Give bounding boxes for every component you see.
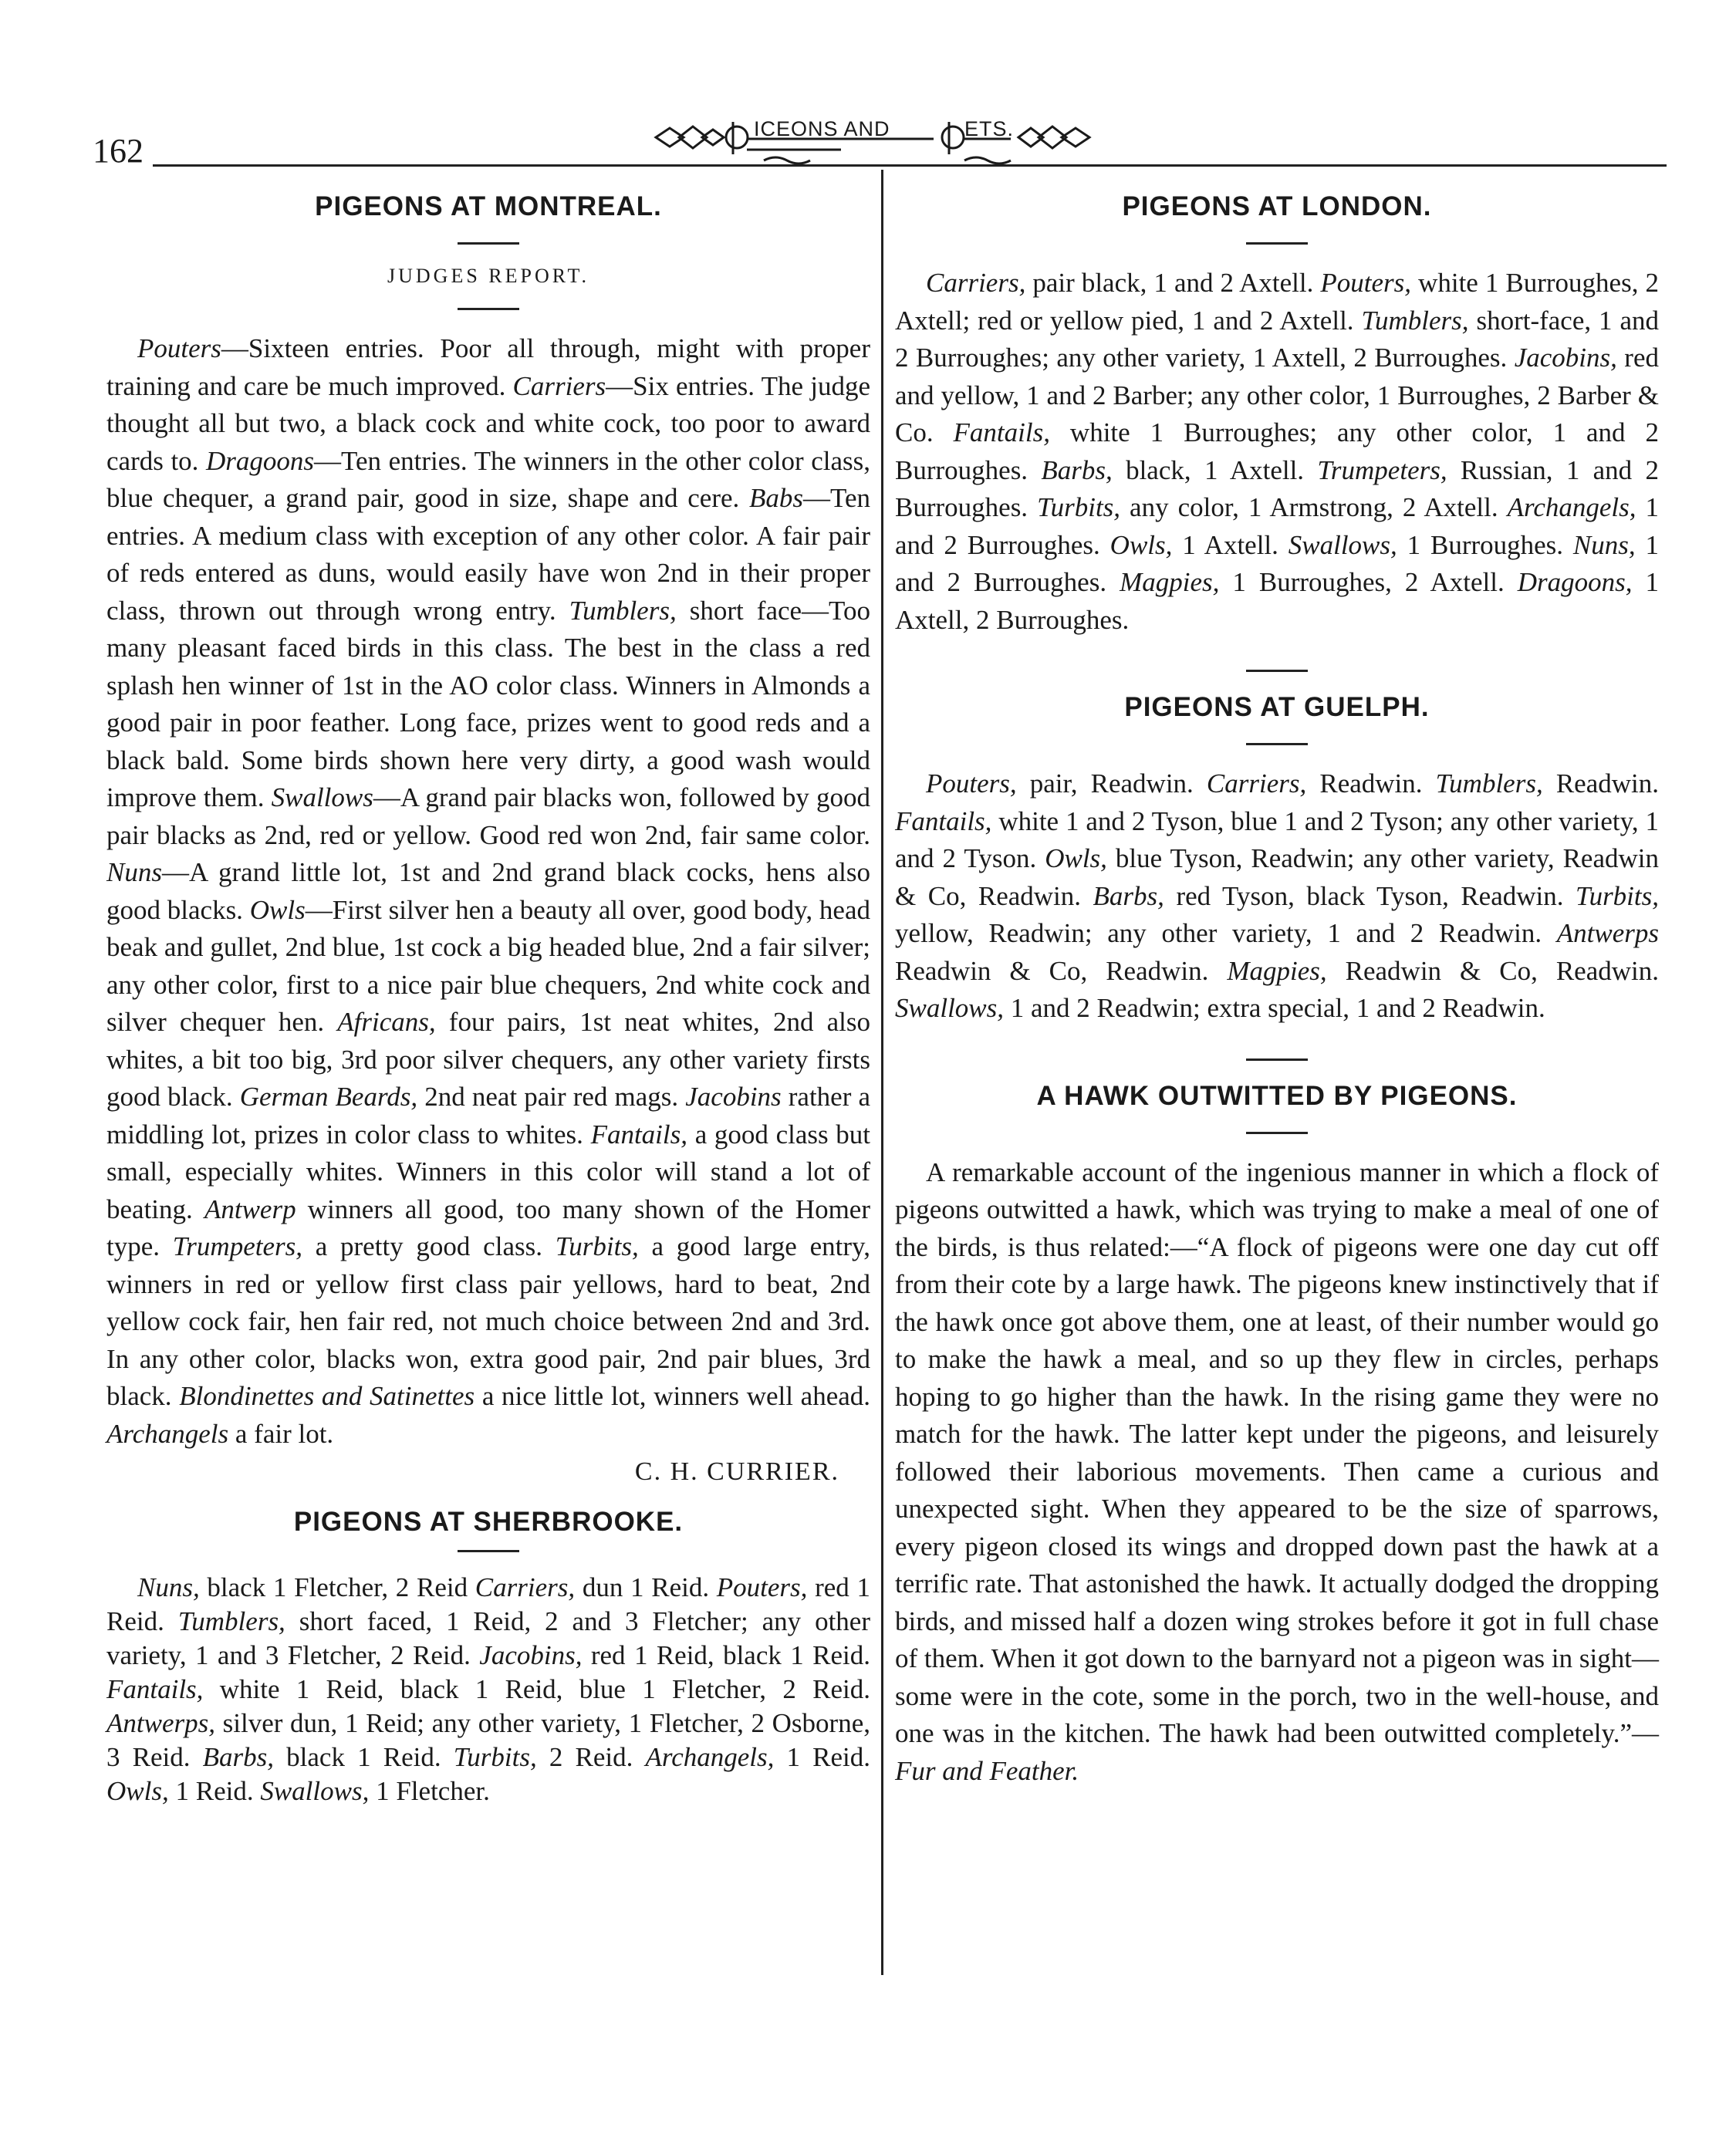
text-run: —Ten entries. A medium class with exception of any other color. A fair pair of reds entered as duns, would easily have won 2nd in their proper class, thrown out through wrong entry. [106, 483, 870, 626]
breed-name: Fantails, [106, 1674, 204, 1704]
text-run: rather a middling lot, prizes in color class to whites. [106, 1082, 870, 1150]
montreal-report-text [106, 330, 870, 1453]
guelph-section [895, 670, 1659, 1028]
breed-name: Pouters, [926, 768, 1017, 799]
text-run: a good class but small, especially whites. Winners in this color will stand a lot of beating. [106, 1119, 870, 1224]
section-rule [458, 1550, 519, 1552]
breed-name: Archangels [106, 1418, 229, 1449]
breed-name: Fantails, [895, 805, 992, 836]
breed-name: Trumpeters, [1317, 454, 1447, 485]
breed-name: Tumblers, [1435, 768, 1543, 799]
breed-name: Fantails, [953, 417, 1050, 447]
section-rule [1246, 1058, 1308, 1061]
section-rule [1246, 743, 1308, 745]
text-run: black, 1 Axtell. [1112, 454, 1318, 485]
section-rule [1246, 1132, 1308, 1134]
breed-name: Swallows, [260, 1776, 370, 1806]
right-column [895, 179, 1659, 1790]
text-run: yellow, Readwin; any other variety, 1 and 2 Readwin. [895, 918, 1557, 948]
section-rule [458, 242, 519, 245]
section-rule [458, 308, 519, 310]
text-run: 1 Burroughes. [1397, 529, 1573, 560]
breed-name: German Beards, [239, 1082, 418, 1112]
text-run: a nice little lot, winners well ahead. [475, 1381, 871, 1411]
breed-name: Owls [249, 894, 306, 925]
column-divider [881, 170, 883, 1975]
text-run: 1 Burroughes, 2 Axtell. [1219, 567, 1518, 597]
breed-name: Antwerps, [106, 1708, 215, 1738]
text-run: A remarkable account of the ingenious manner in which a flock of pigeons outwitted a hawk, which was trying to make a meal of one of the birds, is thus related:—“A flock of pigeons were one day cut off from their cote by a large hawk. The pigeons knew instinctively that if the hawk once got above them, one at least, of their number would go to make the hawk a meal, and so up they flew in circles, perhaps hoping to go higher than the hawk. In the rising game they were no match for the hawk. The latter kept under the pigeons, and leisurely followed their laborious movements. Then came a curious and unexpected sight. When they appeared to be the size of sparrows, every pigeon closed its wings and dropped down past the hawk at a terrific rate. That astonished the hawk. It actually dodged the dropping birds, and missed half a dozen wing strokes before it got in full chase of them. When it got down to the barnyard not a pigeon was in sight—some were in the cote, some in the porch, two in the well-house, and one was in the kitchen. The hawk had been outwitted completely.”— [895, 1156, 1659, 1748]
text-run: —A grand little lot, 1st and 2nd grand black cocks, hens also good blacks. [106, 857, 870, 925]
text-run: 1 Reid. [168, 1776, 261, 1806]
text-run: red 1 Reid, black 1 Reid. [582, 1640, 870, 1670]
svg-text:ETS.: ETS. [964, 117, 1015, 140]
text-run: a fair lot. [228, 1418, 334, 1449]
judges-report-subheading: JUDGES REPORT. [387, 265, 589, 287]
text-run: white 1 Burroughes, 2 Axtell; red or yellow pied, 1 and 2 Axtell. [895, 268, 1659, 336]
text-run: a pretty good class. [302, 1231, 556, 1261]
svg-text:ICEONS AND: ICEONS AND [754, 117, 890, 140]
breed-name: Tumblers, [177, 1606, 285, 1636]
breed-name: Carriers, [1206, 768, 1307, 799]
left-column [106, 179, 870, 1808]
breed-name: Magpies, [1227, 955, 1327, 986]
text-run: dun 1 Reid. [575, 1572, 717, 1602]
breed-name: Antwerp [204, 1194, 296, 1224]
breed-name: Babs [749, 483, 804, 513]
text-run: 1 and 2 Burroughes. [895, 492, 1659, 560]
text-run: Russian, 1 and 2 Burroughes. [895, 454, 1659, 522]
breed-name: Swallows, [895, 993, 1005, 1023]
text-run: pair black, 1 and 2 Axtell. [1025, 268, 1321, 298]
text-run: white 1 Burroughes; any other color, 1 and 2 Burroughes. [895, 417, 1659, 485]
breed-name: Barbs, [1093, 880, 1164, 911]
breed-name: Owls, [1045, 843, 1107, 873]
breed-name: Turbits, [555, 1231, 639, 1261]
text-run: Readwin. [1542, 768, 1659, 799]
text-run: black 1 Reid. [274, 1742, 454, 1772]
text-run: red 1 Reid. [106, 1572, 870, 1636]
breed-name: Pouters, [716, 1572, 808, 1602]
breed-name: Dragoons [206, 445, 315, 476]
breed-name: Carriers [512, 370, 606, 401]
breed-name: Carriers, [926, 268, 1026, 298]
breed-name: Owls, [106, 1776, 169, 1806]
breed-name: Barbs, [1041, 454, 1113, 485]
text-run: a good large entry, winners in red or yellow first class pair yellows, hard to beat, 2nd yellow cock fair, hen fair red, not much choice between 2nd and 3rd. In any other color, blacks won, extra good pair, 2nd pair blues, 3rd black. [106, 1231, 870, 1411]
sherbrooke-section [106, 1507, 870, 1808]
breed-name: Tumblers, [569, 595, 677, 626]
text-run: —First silver hen a beauty all over, good body, head beak and gullet, 2nd blue, 1st cock a big headed blue, 2nd a fair silver; any other color, first to a nice pair blue chequers, 2nd white cock and silver chequer hen. [106, 894, 870, 1037]
text-run: Readwin & Co, Readwin. [1326, 955, 1659, 986]
breed-name: Fur and Feather. [895, 1755, 1079, 1786]
text-run: —Sixteen entries. Poor all through, might with proper training and care be much improved. [106, 333, 870, 401]
text-run: short-face, 1 and 2 Burroughes; any other variety, 1 Axtell, 2 Burroughes. [895, 305, 1660, 373]
breed-name: Trumpeters, [172, 1231, 302, 1261]
header-rule [153, 164, 1667, 167]
section-rule [1246, 242, 1308, 245]
guelph-results-text [895, 765, 1659, 1028]
text-run: any color, 1 Armstrong, 2 Axtell. [1120, 492, 1508, 522]
breed-name: Antwerps [1556, 918, 1659, 948]
breed-name: Barbs, [202, 1742, 275, 1772]
text-run: 1 Axtell, 2 Burroughes. [895, 567, 1659, 635]
breed-name: Africans, [337, 1007, 436, 1037]
text-run: —A grand pair blacks won, followed by good pair blacks as 2nd, red or yellow. Good red won 2nd, fair same color. [106, 782, 870, 850]
signature: C. H. CURRIER. [634, 1457, 839, 1486]
breed-name: Archangels, [645, 1742, 775, 1772]
text-run: short faced, 1 Reid, 2 and 3 Fletcher; any other variety, 1 and 3 Fletcher, 2 Reid. [106, 1606, 870, 1670]
hawk-story-text [895, 1154, 1659, 1791]
text-run: —Six entries. The judge thought all but two, a black cock and white cock, too poor to award cards to. [106, 370, 870, 476]
breed-name: Archangels, [1507, 492, 1636, 522]
section-title: PIGEONS AT SHERBROOKE. [293, 1507, 684, 1537]
breed-name: Tumblers, [1361, 305, 1469, 336]
breed-name: Turbits, [1037, 492, 1121, 522]
breed-name: Dragoons, [1517, 567, 1633, 597]
breed-name: Jacobins, [479, 1640, 583, 1670]
text-run: 2nd neat pair red mags. [417, 1082, 686, 1112]
breed-name: Swallows [271, 782, 373, 812]
breed-name: Jacobins [685, 1082, 782, 1112]
breed-name: Blondinettes and Satinettes [179, 1381, 475, 1411]
text-run: 1 Axtell. [1172, 529, 1288, 560]
text-run: silver dun, 1 Reid; any other variety, 1 Fletcher, 2 Osborne, 3 Reid. [106, 1708, 870, 1772]
text-run: four pairs, 1st neat whites, 2nd also whites, a bit too big, 3rd poor silver chequers, any other variety firsts good black. [106, 1007, 870, 1112]
section-title: PIGEONS AT LONDON. [1122, 191, 1432, 221]
breed-name: Nuns, [1572, 529, 1636, 560]
page-number: 162 [93, 132, 144, 170]
text-run: white 1 and 2 Tyson, blue 1 and 2 Tyson; any other variety, 1 and 2 Tyson. [895, 805, 1659, 873]
text-run: Readwin. [1306, 768, 1436, 799]
text-run: white 1 Reid, black 1 Reid, blue 1 Fletcher, 2 Reid. [203, 1674, 870, 1704]
text-run: 1 and 2 Readwin; extra special, 1 and 2 Readwin. [1004, 993, 1545, 1023]
text-run: 1 Reid. [774, 1742, 871, 1772]
text-run: winners all good, too many shown of the Homer type. [106, 1194, 870, 1261]
text-run: 1 Fletcher. [369, 1776, 490, 1806]
breed-name: Swallows, [1288, 529, 1397, 560]
breed-name: Fantails, [590, 1119, 688, 1150]
section-title: A HAWK OUTWITTED BY PIGEONS. [1036, 1080, 1518, 1111]
breed-name: Pouters, [1320, 268, 1412, 298]
breed-name: Turbits, [1576, 880, 1660, 911]
breed-name: Turbits, [453, 1742, 537, 1772]
section-title: PIGEONS AT GUELPH. [1124, 692, 1430, 722]
breed-name: Carriers, [475, 1572, 576, 1602]
text-run: Readwin & Co, Readwin. [895, 955, 1228, 986]
hawk-section [895, 1058, 1659, 1791]
section-rule [1246, 670, 1308, 672]
breed-name: Magpies, [1120, 567, 1220, 597]
breed-name: Nuns, [137, 1572, 200, 1602]
text-run: pair, Readwin. [1016, 768, 1207, 799]
text-run: red Tyson, black Tyson, Readwin. [1164, 880, 1576, 911]
text-run: 1 and 2 Burroughes. [895, 529, 1659, 597]
london-results-text [895, 265, 1659, 639]
breed-name: Owls, [1109, 529, 1173, 560]
sherbrooke-results-text [106, 1571, 870, 1808]
text-run: short face—Too many pleasant faced birds in this class. The best in the class a red splash hen winner of 1st in the AO color class. Winners in Almonds a good pair in poor feather. Long face, prizes went to good reds and a black bald. Some birds shown here very dirty, a good wash would improve them. [106, 595, 870, 812]
text-run: 2 Reid. [536, 1742, 646, 1772]
text-run: red and yellow, 1 and 2 Barber; any other color, 1 Burroughes, 2 Barber & Co. [895, 343, 1659, 447]
text-run: black 1 Fletcher, 2 Reid [199, 1572, 475, 1602]
breed-name: Pouters [137, 333, 221, 363]
london-section [895, 191, 1659, 639]
breed-name: Nuns [106, 857, 162, 887]
montreal-section [106, 191, 870, 1487]
section-title: PIGEONS AT MONTREAL. [315, 191, 662, 221]
text-run: blue Tyson, Readwin; any other variety, Readwin & Co, Readwin. [895, 843, 1659, 911]
text-run: —Ten entries. The winners in the other color class, blue chequer, a grand pair, good in size, shape and cere. [106, 445, 870, 513]
breed-name: Jacobins, [1514, 343, 1617, 373]
